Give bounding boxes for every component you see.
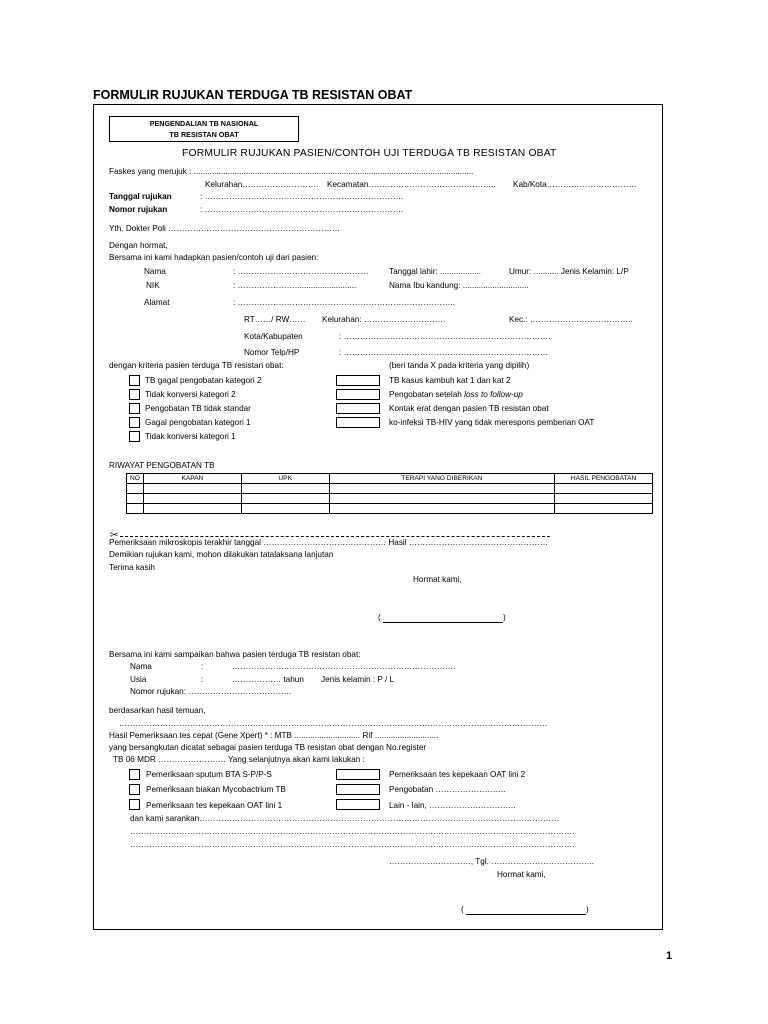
tindakan-left-1: Pemeriksaan sputum BTA S-P/P-S: [146, 770, 272, 779]
part2-intro: Bersama ini kami sampaikan bahwa pasien terduga TB resistan obat:: [109, 650, 361, 659]
nama-value: : …………………………………………: [233, 267, 369, 276]
kriteria-right-2-italic: loss to follow-up: [464, 390, 523, 399]
scissors-icon: ✂: [110, 530, 119, 541]
kota-label: Kota/Kabupaten: [244, 332, 303, 341]
table-row: [127, 504, 653, 514]
tgl-lahir-field: Tanggal lahir: ..................: [389, 267, 481, 276]
part2-usia-colon: :: [201, 675, 204, 684]
kelurahan-field: Kelurahan……………………….: [205, 180, 319, 189]
yth-line: Yth. Dokter Poli ………………………………………………………: [109, 224, 341, 233]
checkbox-kriteria-5[interactable]: [129, 431, 140, 442]
part2-jenis-kelamin: Jenis kelamin : P / L: [321, 675, 395, 684]
checkbox-kriteria-9[interactable]: [336, 417, 380, 428]
checkbox-tindakan-4[interactable]: [336, 769, 380, 780]
riwayat-title: RIWAYAT PENGOBATAN TB: [109, 461, 215, 470]
checkbox-tindakan-3[interactable]: [129, 799, 140, 810]
page-number: 1: [666, 950, 673, 962]
doc-title: FORMULIR RUJUKAN TERDUGA TB RESISTAN OBAT: [93, 88, 413, 102]
checkbox-kriteria-7[interactable]: [336, 389, 380, 400]
tanggal-line: …………………………, Tgl. ………………………………..: [389, 857, 594, 866]
salam: Dengan hormat,: [109, 241, 168, 250]
tindakan-right-3: Lain - lain, …………………………..: [389, 801, 516, 810]
kabkota-field: Kab/Kota……………………………: [513, 180, 637, 189]
part2-tb06: TB 06 MDR ……………………. Yang selanjutnya akan kami lakukan :: [113, 755, 365, 764]
checkbox-tindakan-2[interactable]: [129, 784, 140, 795]
kriteria-right-2-text: Pengobatan setelah: [389, 390, 465, 399]
kriteria-note: (beri tanda X pada kriteria yang dipilih): [389, 361, 530, 370]
part2-berdasarkan: berdasarkan hasil temuan,: [109, 706, 206, 715]
nik-label: NIK: [146, 281, 160, 290]
table-row: [127, 494, 653, 504]
kriteria-left-1: TB gagal pengobatan kategori 2: [145, 376, 262, 385]
saran-line-1: dan kami sarankan……………………………………………………………………………………………………………………: [130, 814, 560, 823]
signature-close-2: ): [586, 905, 589, 914]
terima-kasih: Terima kasih: [109, 563, 155, 572]
no-rujukan-label: Nomor rujukan: [109, 205, 168, 214]
riwayat-col-kapan: KAPAN: [143, 474, 241, 484]
part2-no-rujukan: Nomor rujukan: ………………………………..: [130, 687, 292, 696]
signature-line-2[interactable]: [466, 913, 586, 915]
ibu-kandung-field: Nama Ibu kandung: .............................: [389, 281, 529, 290]
saran-line-3: ……………………………………………………………………………………………………………………………………………….: [130, 840, 575, 849]
umur-jk-field: Umur: ........... Jenis Kelamin: L/P: [509, 267, 629, 276]
tindakan-right-1: Pemeriksaan tes kepekaan OAT lini 2: [389, 770, 526, 779]
kriteria-left-2: Tidak konversi kategori 2: [145, 390, 236, 399]
checkbox-kriteria-1[interactable]: [129, 375, 140, 386]
riwayat-col-hasil: HASIL PENGOBATAN: [555, 474, 653, 484]
part2-dots-line: ………………………………………………………………………………………………………………………………………….: [119, 719, 548, 728]
mikroskopis-line: Pemeriksaan mikroskopis terakhir tanggal ……………………………………… Hasil ……………………………………………: [109, 538, 549, 547]
nama-label: Nama: [144, 267, 166, 276]
kecamatan-field: Kecamatan………………………………………..: [327, 180, 496, 189]
kota-value: : ………………………………………………………………….: [339, 332, 551, 341]
checkbox-tindakan-6[interactable]: [336, 799, 380, 810]
checkbox-kriteria-6[interactable]: [336, 375, 380, 386]
part2-hasil-genexpert: Hasil Pemeriksaan tes cepat (Gene Xpert) * : MTB ............................. Rif ............................: [109, 731, 439, 740]
part2-usia-label: Usia: [130, 675, 147, 684]
tindakan-left-2: Pemeriksaan biakan Mycobactrium TB: [146, 785, 287, 794]
checkbox-tindakan-5[interactable]: [336, 784, 380, 795]
signature-line-1[interactable]: [383, 621, 503, 623]
checkbox-kriteria-3[interactable]: [129, 403, 140, 414]
tindakan-left-3: Pemeriksaan tes kepekaan OAT lini 1: [146, 801, 283, 810]
kriteria-right-1: TB kasus kambuh kat 1 dan kat 2: [389, 376, 511, 385]
cut-line: [120, 536, 550, 537]
kelurahan-pasien-field: Kelurahan: …………………………: [322, 315, 446, 324]
intro-line: Bersama ini kami hadapkan pasien/contoh uji dari pasien:: [109, 253, 319, 262]
hormat-kami-1: Hormat kami,: [413, 575, 462, 584]
riwayat-table: [126, 473, 653, 514]
kriteria-left-5: Tidak konversi kategori 1: [145, 432, 236, 441]
form-title: FORMULIR RUJUKAN PASIEN/CONTOH UJI TERDUGA TB RESISTAN OBAT: [182, 148, 557, 159]
hormat-kami-2: Hormat kami,: [497, 870, 546, 879]
kriteria-right-4: ko-infeksi TB-HIV yang tidak merespons pemberian OAT: [389, 418, 595, 427]
kriteria-intro: dengan kriteria pasien terduga TB resistan obat:: [109, 361, 284, 370]
kriteria-right-2: [389, 390, 523, 400]
part2-usia-value: ……………… tahun: [232, 675, 304, 684]
alamat-label: Alamat: [144, 298, 170, 307]
rt-rw-field: RT……/ RW……: [244, 315, 306, 324]
part2-nama-value: ……………………………………………………………………….: [232, 662, 456, 671]
table-row: [127, 484, 653, 494]
nik-value: : …………………...........................: [233, 281, 357, 290]
no-rujukan-value: : ……………………………………………………………….: [200, 205, 404, 214]
part2-bersangkutan: yang bersangkutan dicatat sebagai pasien terduga TB resistan obat dengan No.register: [109, 743, 427, 752]
saran-line-2: ……………………………………………………………………………………………………………………………………………….: [130, 827, 575, 836]
header-box: [109, 116, 299, 142]
riwayat-header-row: [127, 474, 653, 484]
part2-nama-label: Nama: [130, 662, 152, 671]
tindakan-right-2: Pengobatan ……………………..: [389, 785, 506, 794]
kriteria-left-4: Gagal pengobatan kategori 1: [145, 418, 251, 427]
header-box-line2: TB RESISTAN OBAT: [169, 130, 239, 139]
checkbox-tindakan-1[interactable]: [129, 769, 140, 780]
signature-open-2: (: [461, 905, 464, 914]
telp-label: Nomor Telp/HP: [244, 348, 300, 357]
riwayat-col-no: NO: [127, 474, 144, 484]
part2-nama-colon: :: [201, 662, 204, 671]
checkbox-kriteria-8[interactable]: [336, 403, 380, 414]
checkbox-kriteria-2[interactable]: [129, 389, 140, 400]
signature-open-1: (: [378, 613, 381, 622]
kec-pasien-field: Kec.: ………………………………..: [509, 315, 633, 324]
telp-value: : …………………………………………………………………: [339, 348, 549, 357]
tgl-rujukan-value: : ……………………………………………………………….: [200, 192, 404, 201]
demikian-line: Demikian rujukan kami, mohon dilakukan tatalaksana lanjutan: [109, 550, 334, 559]
checkbox-kriteria-4[interactable]: [129, 417, 140, 428]
signature-close-1: ): [503, 613, 506, 622]
riwayat-col-terapi: TERAPI YANG DIBERIKAN: [329, 474, 555, 484]
riwayat-col-upk: UPK: [241, 474, 329, 484]
kriteria-right-3: Kontak erat dengan pasien TB resistan obat: [389, 404, 549, 413]
kriteria-left-3: Pengobatan TB tidak standar: [145, 404, 251, 413]
header-box-line1: PENGENDALIAN TB NASIONAL: [149, 119, 259, 128]
tgl-rujukan-label: Tanggal rujukan: [109, 192, 172, 201]
faskes-line: Faskes yang merujuk : ...........................................................................................................................: [109, 167, 474, 176]
alamat-value: : ……………………………………………………………………..: [233, 298, 455, 307]
